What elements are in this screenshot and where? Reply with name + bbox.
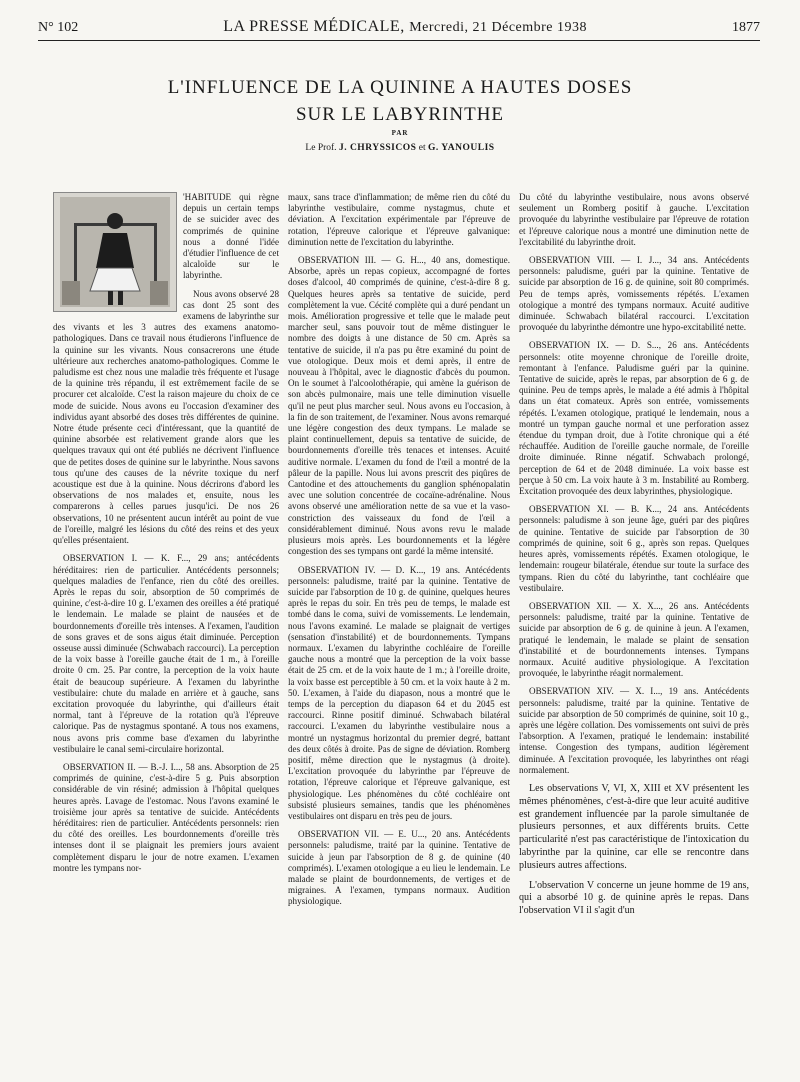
article-title: [100, 74, 700, 128]
observation-5-paragraph: L'observation V concerne un jeune homme de 19 ans, qui a absorbé 10 g. de quinine après le repas. Dans l'observation VI il s'agit d'un: [519, 879, 749, 917]
byline-par: PAR: [391, 129, 409, 137]
author-line: [0, 143, 800, 153]
observation-14: OBSERVATION XIV. — X. I..., 19 ans. Antécédents personnels: paludisme, traité par la quinine. Tentative de suicide par absorption de 50 comprimés de quinine, soit 10 g., après une légère collation. Des vomissements ont suivi de près l'absorption. A l'examen, pratiqué le lendemain: instabilité intense. Congestion des tympans, audition légèrement diminuée. A l'excitation provoquée, les labyrinthes ont réagi normalement.: [519, 686, 749, 775]
title-line-1: L'INFLUENCE DE LA QUININE A HAUTES DOSES: [167, 77, 633, 98]
column-1: [53, 192, 279, 1072]
author-and: et: [418, 143, 426, 153]
column-2: [288, 192, 510, 1072]
intro-paragraph: 'HABITUDE qui règne depuis un certain temps de se suicider avec des comprimés de quinine nous a donné l'idée d'étudier l'influence de cet alcaloïde sur le labyrinthe.: [183, 192, 279, 281]
page-number: 1877: [732, 20, 760, 35]
author-2: G. YANOULIS: [427, 143, 495, 153]
body-paragraph: Nous avons observé 28 cas dont 25 sont des examens de labyrinthe sur des vivants et les 3 autres des examens anatomo-pathologiques. Dans ce travail nous étudierons l'influence de la quinine sur les vivants. Nous consacrerons une étude ultérieure aux recherches anatomo-pathologiques. Comme le paludisme est chez nous une maladie très fréquente et l'usage de la quinine très répandu, il est extrêmement facile de se procurer cet alcaloïde. C'est la raison majeure du choix de ce mode de suicide. Nous avons eu l'occasion d'examiner des individus ayant absorbé des doses très différentes de quinine. Notre étude présente ceci d'intéressant, que la quantité de quinine absorbée est relativement grande alors que les quelques travaux qui ont été publiés ne décrivent l'influence que de petites doses de quinine sur le labyrinthe. Nous savons tous qu'une des causes de la névrite toxique du nerf acoustique est due à la quinine. Nous décrirons d'abord les observations de nos malades et, ensuite, nous les comparerons à celles parues jusqu'ici. De nos 26 observations, 10 ne présentent aucun intérêt au point de vue de l'oreille, malgré les lésions du côté des reins et des yeux qu'elles présentaient.: [53, 288, 279, 546]
author-1: J. CHRYSSICOS: [338, 143, 417, 153]
observation-4: OBSERVATION IV. — D. K..., 19 ans. Antécédents personnels: paludisme, traité par la quinine. Tentative de suicide par l'absorption de 10 g. de quinine, quelques heures après le repas du soir. En très peu de temps, le malade est tombé dans le coma, suivi de vomissements. Le lendemain, nous l'avons examiné. Le malade se plaignait de vertiges (sensation d'instabilité) et de bourdonnements. Tympans normaux. L'examen du labyrinthe cochléaire de l'oreille gauche nous a montré que la perception de la voix basse était de 25 cm. et de la voix haute de 1 m.; à l'oreille droite, la voix basse est perceptible à 50 cm. et la voix haute à 2 m. 50. L'examen, à l'aide du diapason, nous a montré que le temps de la perception du diapason 64 et du 2045 est raccourci. Rinne positif diminué. Schwabach bilatéral raccourci. L'examen du labyrinthe vestibulaire nous a montré un nystagmus horizontal du premier degré, battant des deux côtés à droite. Pas de signe de déviation. Romberg positif, même direction que le nystagmus (à droite). L'excitation provoquée du labyrinthe par l'épreuve de rotation, l'épreuve calorique et l'épreuve galvanique, est physiologique. Les phénomènes du côté cochléaire ont subsisté plusieurs semaines, tandis que les phénomènes vestibulaires ont disparu en très peu de jours.: [288, 564, 510, 821]
observation-3: OBSERVATION III. — G. H..., 40 ans, domestique. Absorbe, après un repas copieux, accompagné de fortes doses d'alcool, 40 comprimés de quinine, c'est-à-dire 8 g. Quelques heures après sa tentative de suicide, perd complètement la vue. Cécité complète qui a duré pendant un mois. Amélioration progressive et telle que le malade peut marcher seul, sans pouvoir tout de même distinguer le nombre des doigts à une distance de 50 cm. Après sa tentative de suicide, il n'a pas pu être examiné du point de vue otologique. Deux mois et demi après, il entre de nouveau à l'hôpital, avec le diagnostic d'abcès du poumon. On le soumet à l'alcoolothérapie, qui amène la guérison de son abcès pulmonaire, mais une telle diminution visuelle qu'il ne peut plus marcher seul. Nous avons eu l'occasion, à la fin de son traitement, de l'examiner. Nous avons remarqué une légère congestion des deux tympans. Le malade se plaint continuellement, depuis sa tentative de suicide, de bourdonnements d'oreille très tenaces et intenses. Acuité auditive normale. L'examen du fond de l'œil a montré de la pâleur de la papille. Nous lui avons prescrit des piqûres de Cantodine et des attouchements du ganglion sphénopalatin avec une solution concentrée de cocaïne-adrénaline. Nous avons observé une amélioration nette de sa vue et la vaso-constriction des vaisseaux du fond de l'œil a considérablement diminué. Nous avons revu le malade plusieurs mois après. Les bourdonnements et la légère congestion des ses tympans ont gardé la même intensité.: [288, 255, 510, 557]
continued-paragraph: maux, sans trace d'inflammation; de même rien du côté du labyrinthe vestibulaire, comme nystagmus, chute et déviation. A l'excitation expérimentale par l'épreuve de rotation, l'épreuve calorique et l'épreuve galvanique: diminution nette de l'excitation du labyrinthe.: [288, 192, 510, 247]
observation-12: OBSERVATION XII. — X. X..., 26 ans. Antécédents personnels: paludisme, traité par la quinine. Tentative de suicide par absorption de 6 g. de quinine à jeun. A l'examen, pratiqué le lendemain, le malade se plaint de sensation d'instabilité et de bourdonnements intenses. Tympans normaux. Acuité auditive physiologique. A l'excitation provoquée, le labyrinthe réagit normalement.: [519, 600, 749, 679]
title-line-2: SUR LE LABYRINTHE: [295, 104, 505, 125]
observation-8: OBSERVATION VIII. — I. J..., 34 ans. Antécédents personnels: paludisme, guéri par la quinine. Tentative de suicide par absorption de 16 g. de quinine, soit 80 comprimés. Peu de temps après, vomissements répétés. L'examen otologique a montré des tympans normaux. Acuité auditive diminuée. Schwabach bilatéral raccourci. L'excitation provoquée du labyrinthe démontre une hypo-excitabilité nette.: [519, 255, 749, 333]
column-3: [519, 192, 749, 1072]
portrait-illustration: [53, 192, 177, 312]
issue-date: Mercredi, 21 Décembre 1938: [409, 20, 588, 35]
journal-name: LA PRESSE MÉDICALE,: [223, 18, 405, 35]
portrait-image: [54, 193, 176, 311]
continued-paragraph: Du côté du labyrinthe vestibulaire, nous avons observé seulement un Romberg positif à gauche. L'excitation provoquée du labyrinthe vestibulaire par l'épreuve de rotation et l'épreuve calorique nous a montré une diminution nette de l'excitabilité du labyrinthe droit.: [519, 192, 749, 247]
summary-paragraph: Les observations V, VI, X, XIII et XV présentent les mêmes phénomènes, c'est-à-dire que leur acuité auditive est grandement influencée par la parole simultanée de plusieurs personnes, et aux différents bruits. Cette particularité n'est pas caractéristique de l'intoxication du labyrinthe par la quinine, car elle se rencontre dans plusieurs autres affections.: [519, 782, 749, 871]
observation-2: OBSERVATION II. — B.-J. I..., 58 ans. Absorption de 25 comprimés de quinine, c'est-à-dire 5 g. Puis absorption considérable de vin résiné; admission à l'hôpital quelques heures après. Lavage de l'estomac. Nous l'avons examiné le troisième jour après sa tentative de suicide. Antécédents héréditaires: rien de particulier. Antécédents personnels: rien du côté des oreilles. Les bourdonnements d'oreille très intenses dont il se plaignait les premiers jours avaient complètement disparu le jour de notre examen. L'examen montre les tympans nor-: [53, 761, 279, 873]
observation-7: OBSERVATION VII. — E. U..., 20 ans. Antécédents personnels: paludisme, traité par la quinine. Tentative de suicide à jeun par l'absorption de 8 g. de quinine (40 comprimés). L'examen otologique a eu lieu le lendemain. Le malade se plaint de bourdonnements, de vertiges et de migraines. A l'examen, tympans normaux. Audition physiologique.: [288, 829, 510, 907]
observation-1: OBSERVATION I. — K. F..., 29 ans; antécédents héréditaires: rien de particulier. Antécédents personnels; quelques maladies de l'enfance, rien du côté des oreilles. Après le repas du soir, absorption de 50 comprimés de quinine, c'est-à-dire 10 g. L'examen des oreilles a été pratiqué le lendemain. Le malade se plaint de nausées et de bourdonnements d'oreille très intenses. A l'examen, l'audition de sons graves et de sons aigus était diminuée. Perception osseuse aussi diminuée (Schwabach raccourci). La perception de la voix basse à l'oreille gauche était de 1 m., à l'oreille droite 0 cm. 25. Par contre, la perception de la voix haute était de beaucoup supérieure. A l'examen du labyrinthe vestibulaire: chute du malade en arrière et à gauche, sans excitation provoquée du labyrinthe, qui d'ailleurs était normal, tant à l'épreuve de la rotation qu'à l'épreuve calorique. Pas de nystagmus spontané. A tous nos examens, nous avons pris comme base d'examen du labyrinthe vestibulaire le canal semi-circulaire horizontal.: [53, 553, 279, 754]
running-header: [38, 18, 760, 41]
observation-9: OBSERVATION IX. — D. S..., 26 ans. Antécédents personnels: otite moyenne chronique de l'oreille droite, remontant à l'enfance. Paludisme guéri par la quinine. Tentative de suicide, après le repas, par absorption de 6 g. de quinine. Peu de temps après, le malade a été admis à l'hôpital dans un état comateux. Après son entrée, vomissements répétés. L'examen otologique, pratiqué le lendemain, nous a montré un tympan gauche normal et une perforation assez étendue du tympan droit, due à l'otite chronique qui a été réchauffée. Audition de l'oreille gauche normale, de l'oreille droite diminuée. Rinne négatif. Schwabach prolongé, perception de 64 et de 2048 diminuée. La voix basse est perçue à 50 cm. La voix haute à 3 m. Instabilité au Romberg. Excitation provoquée des deux labyrinthes, physiologique.: [519, 340, 749, 497]
author-prefix: Le Prof.: [305, 143, 337, 153]
observation-11: OBSERVATION XI. — B. K..., 24 ans. Antécédents personnels: paludisme à son jeune âge, guéri par des piqûres de quinine. Tentative de suicide par l'absorption de 30 comprimés de quinine, soit 6 g., après son repas. Quelques heures après, vomissements répétés. Examen otologique, le lendemain: rougeur bilatérale, étendue sur toute la surface des tympans. Rien du côté du labyrinthe, tant cochléaire que vestibulaire.: [519, 504, 749, 593]
journal-title: [223, 18, 587, 36]
issue-number: N° 102: [38, 20, 79, 35]
